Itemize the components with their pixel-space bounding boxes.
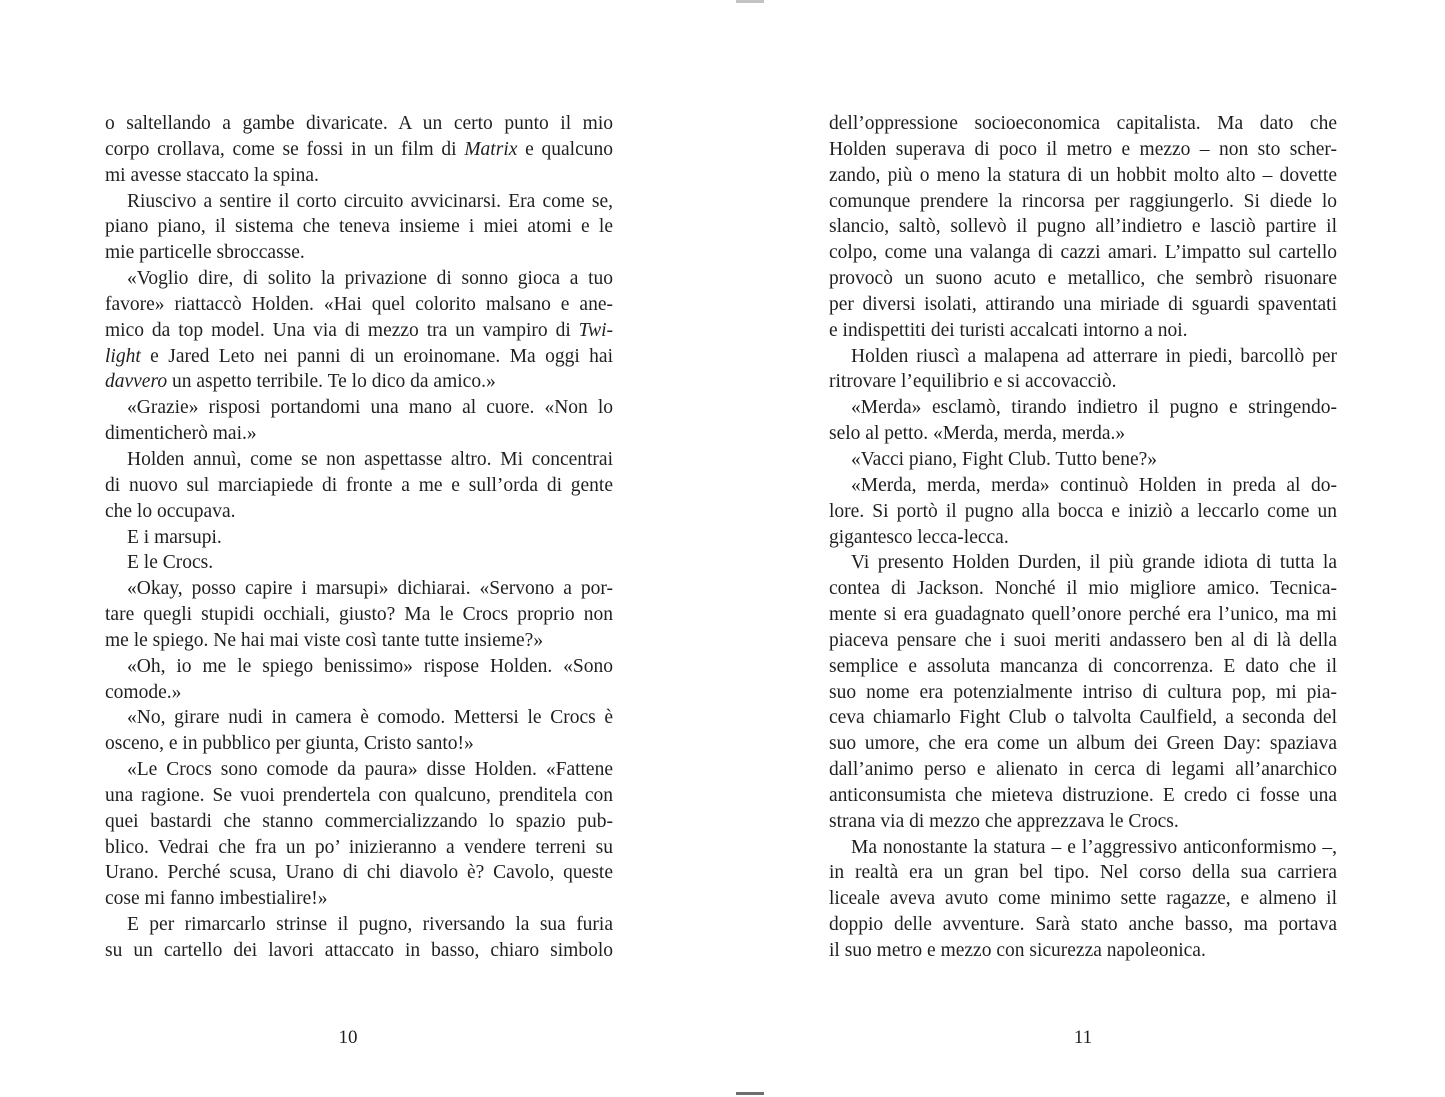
text-line: lore. Si portò il pugno alla bocca e iniziò a leccarlo come un	[829, 500, 1337, 522]
text-line: anticonsumista che mieteva distruzione. E credo ci fosse una	[829, 784, 1337, 806]
text-line: suo nome era potenzialmente intriso di cultura pop, mi pia-	[829, 681, 1337, 703]
text-line: doppio delle avventure. Sarà stato anche basso, ma portava	[829, 914, 1337, 936]
text-line: quei bastardi che stanno commercializzando lo spazio pub-	[105, 810, 613, 832]
text-line: dell’oppressione socioeconomica capitalista. Ma dato che	[829, 113, 1337, 134]
text-line: Vi presento Holden Durden, il più grande idiota di tutta la	[851, 552, 1337, 574]
text-line: cose mi fanno imbestialire!»	[105, 888, 328, 910]
text-line: piano piano, il sistema che teneva insieme i miei atomi e le	[105, 216, 613, 238]
right-page	[722, 0, 1444, 1097]
page-number: 11	[1073, 1027, 1093, 1048]
text-line: davvero un aspetto terribile. Te lo dico da amico.»	[105, 371, 496, 393]
text-line: ritrovare l’equilibrio e si accovacciò.	[829, 371, 1117, 393]
text-line: E i marsupi.	[127, 526, 222, 548]
left-page-text	[105, 111, 613, 964]
text-line: E le Crocs.	[127, 552, 214, 574]
text-line: gigantesco lecca-lecca.	[829, 526, 1009, 548]
text-line: liceale aveva avuto come minimo sette ragazze, e almeno il	[829, 888, 1337, 910]
text-line: favore» riattaccò Holden. «Hai quel colorito malsano e ane-	[105, 293, 613, 315]
text-line: strana via di mezzo che apprezzava le Crocs.	[829, 810, 1179, 832]
text-line: comunque prendere la rincorsa per raggiungerlo. Si diede lo	[829, 190, 1337, 212]
text-line: di nuovo sul marciapiede di fronte a me e sull’orda di gente	[105, 474, 613, 496]
text-line: mi avesse staccato la spina.	[105, 164, 319, 186]
text-line: colpo, come una valanga di cazzi amari. L’impatto sul cartello	[829, 242, 1337, 264]
text-line: Holden superava di poco il metro e mezzo – non sto scher-	[829, 138, 1337, 160]
text-line: Ma nonostante la statura – e l’aggressivo anticonformismo –,	[851, 836, 1337, 858]
text-line: tare quegli stupidi occhiali, giusto? Ma le Crocs proprio non	[105, 604, 613, 626]
text-line: su un cartello dei lavori attaccato in basso, chiaro simbolo	[105, 940, 613, 961]
text-line: mie particelle sbroccasse.	[105, 242, 305, 264]
text-line: mente si era guadagnato quell’onore perché era l’unico, ma mi	[829, 604, 1337, 626]
left-page	[0, 0, 722, 1097]
text-line: in realtà era un gran bel tipo. Nel corso della sua carriera	[829, 862, 1337, 884]
page-number: 10	[338, 1027, 358, 1048]
text-line: «Merda, merda, merda» continuò Holden in preda al do-	[851, 474, 1337, 496]
text-line: provocò un suono acuto e metallico, che sembrò risuonare	[829, 268, 1337, 290]
text-line: osceno, e in pubblico per giunta, Cristo santo!»	[105, 733, 474, 755]
text-line: per diversi isolati, attirando una miriade di sguardi spaventati	[829, 293, 1337, 315]
right-page-text	[829, 111, 1337, 964]
text-line: me le spiego. Ne hai mai viste così tante tutte insieme?»	[105, 629, 544, 651]
text-line: «Vacci piano, Fight Club. Tutto bene?»	[851, 448, 1158, 470]
text-line: zando, più o meno la statura di un hobbit molto alto – dovette	[829, 164, 1337, 186]
text-line: una ragione. Se vuoi prendertela con qualcuno, prenditela con	[105, 784, 613, 806]
text-line: light e Jared Leto nei panni di un eroinomane. Ma oggi hai	[105, 345, 613, 367]
text-line: Urano. Perché scusa, Urano di chi diavolo è? Cavolo, queste	[105, 862, 613, 884]
text-line: suo umore, che era come un album dei Green Day: spaziava	[829, 733, 1337, 755]
text-line: slancio, saltò, sollevò il pugno all’indietro e lasciò partire il	[829, 216, 1337, 238]
text-line: «Grazie» risposi portandomi una mano al cuore. «Non lo	[127, 397, 613, 419]
text-line: piaceva pensare che i suoi meriti andassero ben al di là della	[829, 629, 1337, 651]
text-line: «Okay, posso capire i marsupi» dichiarai. «Servono a por-	[127, 578, 613, 600]
text-line: che lo occupava.	[105, 500, 236, 522]
fold-mark-bottom	[736, 1092, 764, 1095]
text-line: contea di Jackson. Nonché il mio migliore amico. Tecnica-	[829, 578, 1337, 600]
text-line: dall’animo perso e alienato in cerca di legami all’anarchico	[829, 759, 1337, 781]
text-line: corpo crollava, come se fossi in un film di Matrix e qualcuno	[105, 138, 613, 160]
text-line: E per rimarcarlo strinse il pugno, riversando la sua furia	[127, 914, 613, 936]
text-line: dimenticherò mai.»	[105, 423, 257, 445]
text-line: blico. Vedrai che fra un po’ inizieranno a vendere terreni su	[105, 836, 613, 858]
text-line: Holden riuscì a malapena ad atterrare in piedi, barcollò per	[851, 345, 1337, 367]
text-line: semplice e assoluta mancanza di concorrenza. E dato che il	[829, 655, 1337, 677]
text-line: o saltellando a gambe divaricate. A un certo punto il mio	[105, 113, 613, 134]
text-line: «Le Crocs sono comode da paura» disse Holden. «Fattene	[127, 759, 613, 781]
text-line: «Merda» esclamò, tirando indietro il pugno e stringendo-	[851, 397, 1337, 419]
text-line: «No, girare nudi in camera è comodo. Mettersi le Crocs è	[127, 707, 613, 729]
text-line: selo al petto. «Merda, merda, merda.»	[829, 423, 1126, 445]
text-line: Holden annuì, come se non aspettasse altro. Mi concentrai	[127, 448, 613, 470]
text-line: mico da top model. Una via di mezzo tra un vampiro di Twi-	[105, 319, 613, 341]
text-line: comode.»	[105, 681, 182, 703]
text-line: «Voglio dire, di solito la privazione di sonno gioca a tuo	[127, 268, 613, 290]
text-line: il suo metro e mezzo con sicurezza napoleonica.	[829, 940, 1206, 961]
text-line: Riuscivo a sentire il corto circuito avvicinarsi. Era come se,	[127, 190, 613, 212]
text-line: ceva chiamarlo Fight Club o talvolta Caulfield, a seconda del	[829, 707, 1337, 729]
text-line: e indispettiti dei turisti accalcati intorno a noi.	[829, 319, 1188, 341]
text-line: «Oh, io me le spiego benissimo» rispose Holden. «Sono	[127, 655, 613, 677]
